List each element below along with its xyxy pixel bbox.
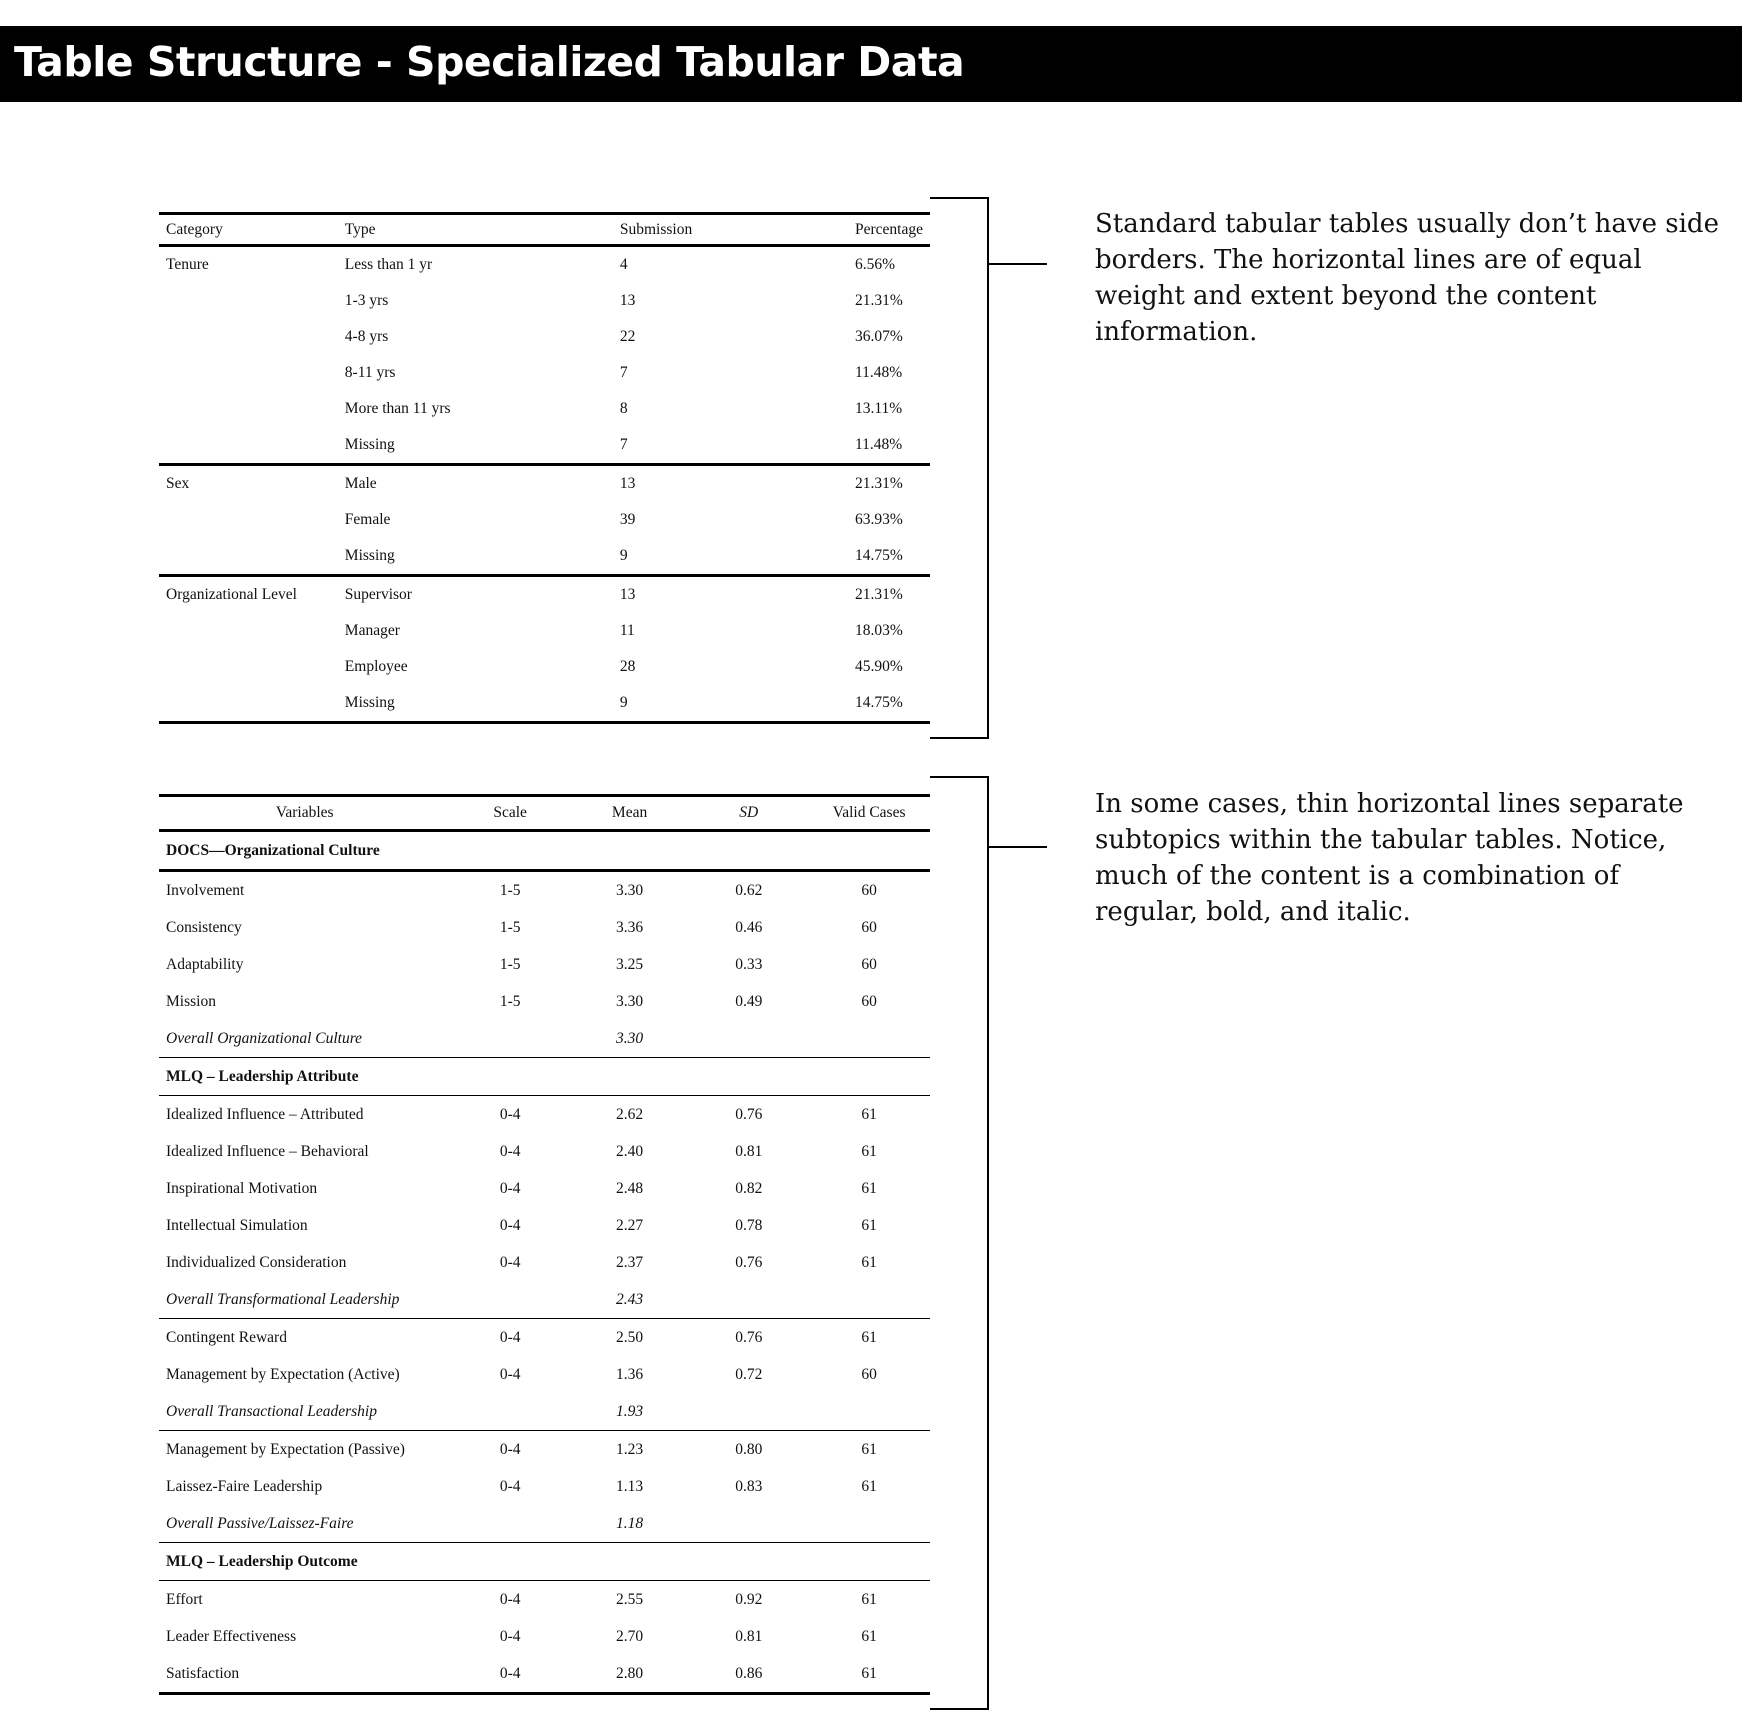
- valid-cases-cell: 61: [861, 1440, 877, 1458]
- sd-cell: 0.76: [735, 1105, 763, 1123]
- table-row: [159, 1356, 930, 1393]
- variable-cell: Management by Expectation (Passive): [166, 1440, 405, 1458]
- valid-cases-cell: 60: [861, 992, 877, 1010]
- percentage-cell: 11.48%: [855, 364, 903, 381]
- section-header-row: [159, 831, 930, 871]
- valid-cases-cell: [808, 1505, 930, 1543]
- percentage-cell: 13.11%: [855, 400, 903, 417]
- variable-cell: Mission: [166, 992, 216, 1010]
- category-cell: [159, 538, 338, 576]
- type-cell: 4-8 yrs: [344, 328, 389, 345]
- scale-cell: 1-5: [499, 992, 521, 1010]
- scale-cell: 0-4: [499, 1477, 521, 1495]
- submission-cell: 7: [619, 436, 628, 453]
- valid-cases-cell: 61: [861, 1590, 877, 1608]
- valid-cases-cell: 60: [861, 918, 877, 936]
- table-row: [159, 1618, 930, 1655]
- overall-row: [159, 1393, 930, 1431]
- table-row: [159, 1133, 930, 1170]
- section-title: DOCS—Organizational Culture: [159, 831, 930, 871]
- mean-cell: 2.70: [615, 1627, 644, 1645]
- table-row: [159, 871, 930, 910]
- table-row: [159, 319, 930, 355]
- variable-cell: Individualized Consideration: [166, 1253, 347, 1271]
- sd-cell: 0.76: [735, 1328, 763, 1346]
- section-title: MLQ – Leadership Outcome: [159, 1543, 930, 1581]
- overall-label: Overall Passive/Laissez-Faire: [166, 1514, 354, 1532]
- sd-cell: 0.86: [735, 1664, 763, 1682]
- column-header-submission: Submission: [613, 214, 848, 246]
- statistics-table: [159, 794, 930, 1695]
- variable-cell: Involvement: [166, 881, 245, 899]
- bracket-table-2: [930, 776, 989, 1710]
- column-header-scale: Scale: [450, 796, 569, 831]
- scale-cell: 0-4: [499, 1440, 521, 1458]
- percentage-cell: 63.93%: [855, 511, 903, 528]
- sd-cell: 0.92: [735, 1590, 763, 1608]
- type-cell: 1-3 yrs: [344, 292, 389, 309]
- bracket-table-1: [930, 197, 989, 739]
- type-cell: Male: [338, 465, 613, 503]
- table-header-row: [159, 214, 930, 246]
- sd-cell: [689, 1020, 808, 1058]
- variable-cell: Contingent Reward: [166, 1328, 287, 1346]
- mean-cell: 2.55: [615, 1590, 644, 1608]
- title-bar: [0, 26, 1742, 102]
- scale-cell: 1-5: [499, 881, 521, 899]
- valid-cases-cell: 60: [861, 1365, 877, 1383]
- scale-cell: 0-4: [499, 1253, 521, 1271]
- variable-cell: Satisfaction: [166, 1664, 240, 1682]
- valid-cases-cell: 60: [861, 881, 877, 899]
- valid-cases-cell: 61: [861, 1105, 877, 1123]
- variable-cell: Intellectual Simulation: [166, 1216, 308, 1234]
- table-row: [159, 613, 930, 649]
- mean-cell: 2.62: [615, 1105, 644, 1123]
- variable-cell: Idealized Influence – Attributed: [166, 1105, 364, 1123]
- sd-cell: 0.83: [735, 1477, 763, 1495]
- table-row: [159, 538, 930, 576]
- table-row: [159, 391, 930, 427]
- submission-cell: 9: [619, 694, 628, 711]
- overall-mean: 3.30: [615, 1029, 644, 1047]
- table-row: [159, 465, 930, 503]
- mean-cell: 3.30: [615, 992, 644, 1010]
- category-cell: Tenure: [166, 256, 209, 273]
- sd-cell: [689, 1393, 808, 1431]
- scale-cell: [450, 1281, 569, 1319]
- note-thin-lines: In some cases, thin horizontal lines separate subtopics within the tabular tables. Notice, much of the content is a combination of regular, bold, and italic.: [1095, 789, 1684, 927]
- bracket-tick-2: [987, 846, 1047, 848]
- type-cell: Missing: [344, 547, 395, 564]
- category-cell: [159, 355, 338, 391]
- submission-cell: 28: [619, 658, 636, 675]
- submission-cell: 13: [613, 465, 848, 503]
- sd-cell: 0.46: [735, 918, 763, 936]
- table-row: [159, 983, 930, 1020]
- scale-cell: 0-4: [499, 1142, 521, 1160]
- category-cell: [159, 685, 338, 723]
- valid-cases-cell: [808, 1393, 930, 1431]
- category-cell: [159, 427, 338, 465]
- table-row: [159, 1581, 930, 1619]
- variable-cell: Management by Expectation (Active): [166, 1365, 400, 1383]
- scale-cell: 0-4: [499, 1216, 521, 1234]
- type-cell: Female: [344, 511, 391, 528]
- sd-cell: [689, 1281, 808, 1319]
- note-standard-tables: Standard tabular tables usually don’t have side borders. The horizontal lines are of equal weight and extent beyond the content information.: [1095, 209, 1719, 347]
- mean-cell: 2.48: [615, 1179, 644, 1197]
- valid-cases-cell: 61: [861, 1216, 877, 1234]
- variable-cell: Consistency: [166, 918, 242, 936]
- valid-cases-cell: [808, 1281, 930, 1319]
- scale-cell: [450, 1505, 569, 1543]
- scale-cell: 0-4: [499, 1179, 521, 1197]
- variable-cell: Inspirational Motivation: [166, 1179, 318, 1197]
- sd-cell: 0.76: [735, 1253, 763, 1271]
- overall-mean: 1.18: [615, 1514, 644, 1532]
- scale-cell: 0-4: [499, 1627, 521, 1645]
- column-header-variables: Variables: [159, 796, 450, 831]
- column-header-valid-cases: Valid Cases: [808, 796, 930, 831]
- table-row: [159, 946, 930, 983]
- overall-row: [159, 1281, 930, 1319]
- type-cell: Less than 1 yr: [344, 256, 433, 273]
- section-title: MLQ – Leadership Attribute: [159, 1058, 930, 1096]
- valid-cases-cell: [808, 1020, 930, 1058]
- variable-cell: Effort: [166, 1590, 203, 1608]
- table-row: [159, 1468, 930, 1505]
- percentage-cell: 14.75%: [855, 547, 903, 564]
- sd-cell: [689, 1505, 808, 1543]
- submission-cell: 22: [619, 328, 636, 345]
- section-header-row: [159, 1058, 930, 1096]
- percentage-cell: 21.31%: [855, 292, 903, 309]
- valid-cases-cell: 60: [861, 955, 877, 973]
- valid-cases-cell: 61: [861, 1179, 877, 1197]
- group-organizational-level: [159, 576, 930, 723]
- scale-cell: 1-5: [499, 918, 521, 936]
- percentage-cell: 6.56%: [855, 256, 896, 273]
- table-row: [159, 283, 930, 319]
- table-row: [159, 576, 930, 614]
- column-header-sd: SD: [689, 796, 808, 831]
- valid-cases-cell: 61: [861, 1253, 877, 1271]
- category-cell: [159, 613, 338, 649]
- table-row: [159, 1170, 930, 1207]
- category-cell: [159, 391, 338, 427]
- table-row: [159, 1431, 930, 1469]
- overall-row: [159, 1505, 930, 1543]
- sd-cell: 0.81: [735, 1627, 763, 1645]
- table-row: [159, 649, 930, 685]
- percentage-cell: 21.31%: [848, 465, 930, 503]
- category-cell: [159, 319, 338, 355]
- type-cell: 8-11 yrs: [344, 364, 396, 381]
- overall-label: Overall Organizational Culture: [166, 1029, 363, 1047]
- scale-cell: 0-4: [499, 1590, 521, 1608]
- scale-cell: [450, 1020, 569, 1058]
- sd-cell: 0.81: [735, 1142, 763, 1160]
- overall-row: [159, 1020, 930, 1058]
- column-header-category: Category: [159, 214, 338, 246]
- percentage-cell: 36.07%: [855, 328, 903, 345]
- group-tenure: [159, 246, 930, 465]
- column-header-mean: Mean: [570, 796, 689, 831]
- valid-cases-cell: 61: [861, 1627, 877, 1645]
- sd-cell: 0.78: [735, 1216, 763, 1234]
- variable-cell: Leader Effectiveness: [166, 1627, 297, 1645]
- mean-cell: 3.36: [615, 918, 644, 936]
- category-cell: [159, 649, 338, 685]
- mean-cell: 1.23: [615, 1440, 644, 1458]
- table-row: [159, 1096, 930, 1134]
- overall-label: Overall Transactional Leadership: [159, 1393, 450, 1431]
- scale-cell: 0-4: [499, 1365, 521, 1383]
- overall-mean: 2.43: [570, 1281, 689, 1319]
- category-cell: [159, 502, 338, 538]
- percentage-cell: 45.90%: [855, 658, 903, 675]
- column-header-percentage: Percentage: [848, 214, 930, 246]
- scale-cell: 1-5: [499, 955, 521, 973]
- submission-cell: 39: [619, 511, 636, 528]
- type-cell: Missing: [344, 436, 395, 453]
- type-cell: Missing: [344, 694, 395, 711]
- mean-cell: 2.80: [615, 1664, 644, 1682]
- mean-cell: 3.30: [615, 881, 644, 899]
- table-row: [159, 502, 930, 538]
- mean-cell: 2.40: [615, 1142, 644, 1160]
- type-cell: More than 11 yrs: [344, 400, 451, 417]
- submission-cell: 9: [619, 547, 628, 564]
- submission-cell: 11: [619, 622, 635, 639]
- table-header-row: [159, 796, 930, 831]
- valid-cases-cell: 61: [861, 1664, 877, 1682]
- overall-label: Overall Transformational Leadership: [159, 1281, 450, 1319]
- table-row: [159, 909, 930, 946]
- sd-cell: 0.33: [735, 955, 763, 973]
- group-sex: [159, 465, 930, 576]
- sd-cell: 0.80: [735, 1440, 763, 1458]
- valid-cases-cell: 61: [861, 1477, 877, 1495]
- mean-cell: 1.13: [615, 1477, 644, 1495]
- table-row: [159, 1244, 930, 1281]
- sd-cell: 0.72: [735, 1365, 763, 1383]
- sd-cell: 0.82: [735, 1179, 763, 1197]
- variable-cell: Laissez-Faire Leadership: [166, 1477, 323, 1495]
- submission-cell: 7: [619, 364, 628, 381]
- table-row: [159, 685, 930, 723]
- table-row: [159, 1207, 930, 1244]
- submission-cell: 8: [619, 400, 628, 417]
- mean-cell: 2.37: [615, 1253, 644, 1271]
- percentage-cell: 14.75%: [855, 694, 903, 711]
- scale-cell: [450, 1393, 569, 1431]
- section-header-row: [159, 1543, 930, 1581]
- overall-mean: 1.93: [570, 1393, 689, 1431]
- variable-cell: Idealized Influence – Behavioral: [166, 1142, 369, 1160]
- percentage-cell: 21.31%: [848, 576, 930, 614]
- variable-cell: Adaptability: [166, 955, 244, 973]
- table-row: [159, 1319, 930, 1357]
- sd-cell: 0.62: [735, 881, 763, 899]
- type-cell: Employee: [344, 658, 408, 675]
- sd-cell: 0.49: [735, 992, 763, 1010]
- scale-cell: 0-4: [499, 1328, 521, 1346]
- scale-cell: 0-4: [499, 1664, 521, 1682]
- category-cell: Sex: [159, 465, 338, 503]
- category-cell: [159, 283, 338, 319]
- scale-cell: 0-4: [499, 1105, 521, 1123]
- table-row: [159, 246, 930, 284]
- mean-cell: 3.25: [615, 955, 644, 973]
- type-cell: Supervisor: [338, 576, 613, 614]
- percentage-cell: 11.48%: [855, 436, 903, 453]
- table-row: [159, 427, 930, 465]
- demographics-table: [159, 212, 930, 724]
- mean-cell: 1.36: [615, 1365, 644, 1383]
- submission-cell: 13: [613, 576, 848, 614]
- submission-cell: 13: [619, 292, 636, 309]
- category-cell: Organizational Level: [159, 576, 338, 614]
- table-row: [159, 1655, 930, 1694]
- valid-cases-cell: 61: [861, 1328, 877, 1346]
- table-row: [159, 355, 930, 391]
- percentage-cell: 18.03%: [855, 622, 903, 639]
- valid-cases-cell: 61: [861, 1142, 877, 1160]
- submission-cell: 4: [619, 256, 628, 273]
- column-header-type: Type: [338, 214, 613, 246]
- mean-cell: 2.50: [615, 1328, 644, 1346]
- page-title: Table Structure - Specialized Tabular Data: [14, 38, 965, 86]
- bracket-tick-1: [987, 263, 1047, 265]
- type-cell: Manager: [344, 622, 400, 639]
- mean-cell: 2.27: [615, 1216, 644, 1234]
